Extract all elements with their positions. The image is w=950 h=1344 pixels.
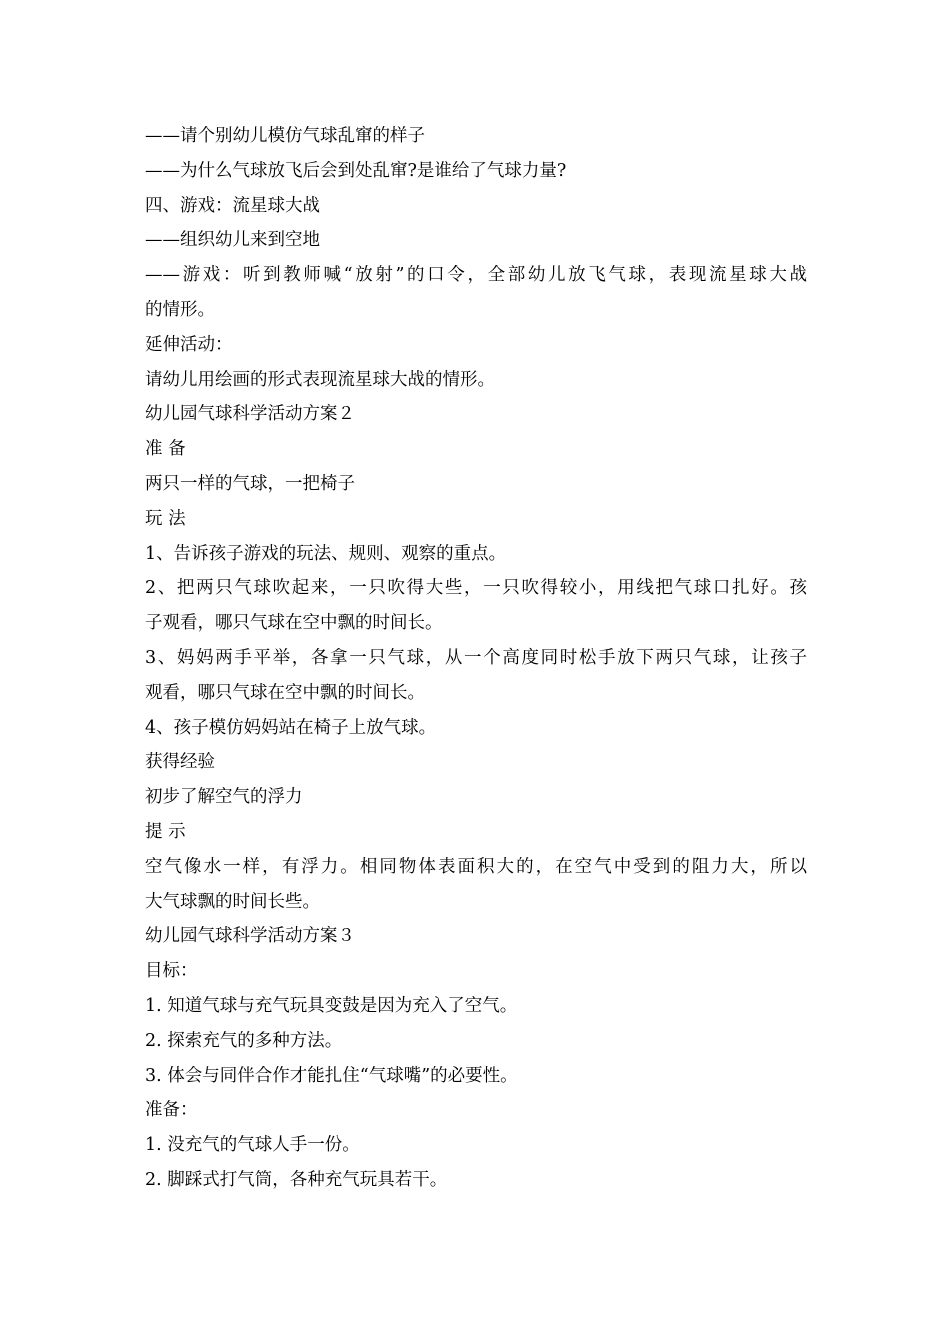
section-heading: 目标： <box>145 961 198 982</box>
section-heading: 延伸活动： <box>145 334 233 355</box>
text-line: 初步了解空气的浮力 <box>145 787 303 808</box>
plan-title: 幼儿园气球科学活动方案３ <box>145 926 355 947</box>
text-line: 观看，哪只气球在空中飘的时间长。 <box>145 682 425 703</box>
list-item: 1. 知道气球与充气玩具变鼓是因为充入了空气。 <box>145 995 518 1016</box>
text-line: 请幼儿用绘画的形式表现流星球大战的情形。 <box>145 369 495 390</box>
list-item: 3、妈妈两手平举，各拿一只气球，从一个高度同时松手放下两只气球，让孩子 <box>145 647 807 668</box>
text-line: ——为什么气球放飞后会到处乱窜?是谁给了气球力量? <box>145 160 567 181</box>
text-line: 空气像水一样，有浮力。相同物体表面积大的，在空气中受到的阻力大，所以 <box>145 856 807 877</box>
text-line: 子观看，哪只气球在空中飘的时间长。 <box>145 613 443 634</box>
list-item: 1. 没充气的气球人手一份。 <box>145 1135 360 1156</box>
list-item: 3. 体会与同伴合作才能扎住“气球嘴”的必要性。 <box>145 1065 518 1086</box>
section-heading: 准备： <box>145 1100 198 1121</box>
section-heading: 玩 法 <box>145 508 186 529</box>
list-item: 2. 脚踩式打气筒，各种充气玩具若干。 <box>145 1169 448 1190</box>
list-item: 2. 探索充气的多种方法。 <box>145 1030 343 1051</box>
text-line: ——请个别幼儿模仿气球乱窜的样子 <box>145 126 425 146</box>
list-item: 1、告诉孩子游戏的玩法、规则、观察的重点。 <box>145 543 507 564</box>
text-line: 大气球飘的时间长些。 <box>145 891 320 912</box>
document-body <box>145 119 807 1198</box>
section-heading: 四、游戏：流星球大战 <box>145 195 320 216</box>
section-heading: 提 示 <box>145 821 186 842</box>
text-line: 两只一样的气球，一把椅子 <box>145 473 355 494</box>
text-line: ——组织幼儿来到空地 <box>145 230 320 251</box>
section-heading: 获得经验 <box>145 752 215 773</box>
section-heading: 准 备 <box>145 439 186 460</box>
text-line: ——游戏：听到教师喊“放射”的口令，全部幼儿放飞气球，表现流星球大战 <box>145 265 807 286</box>
plan-title: 幼儿园气球科学活动方案２ <box>145 404 355 425</box>
list-item: 2、把两只气球吹起来，一只吹得大些，一只吹得较小，用线把气球口扎好。孩 <box>145 578 807 599</box>
list-item: 4、孩子模仿妈妈站在椅子上放气球。 <box>145 717 437 738</box>
text-line: 的情形。 <box>145 299 215 320</box>
